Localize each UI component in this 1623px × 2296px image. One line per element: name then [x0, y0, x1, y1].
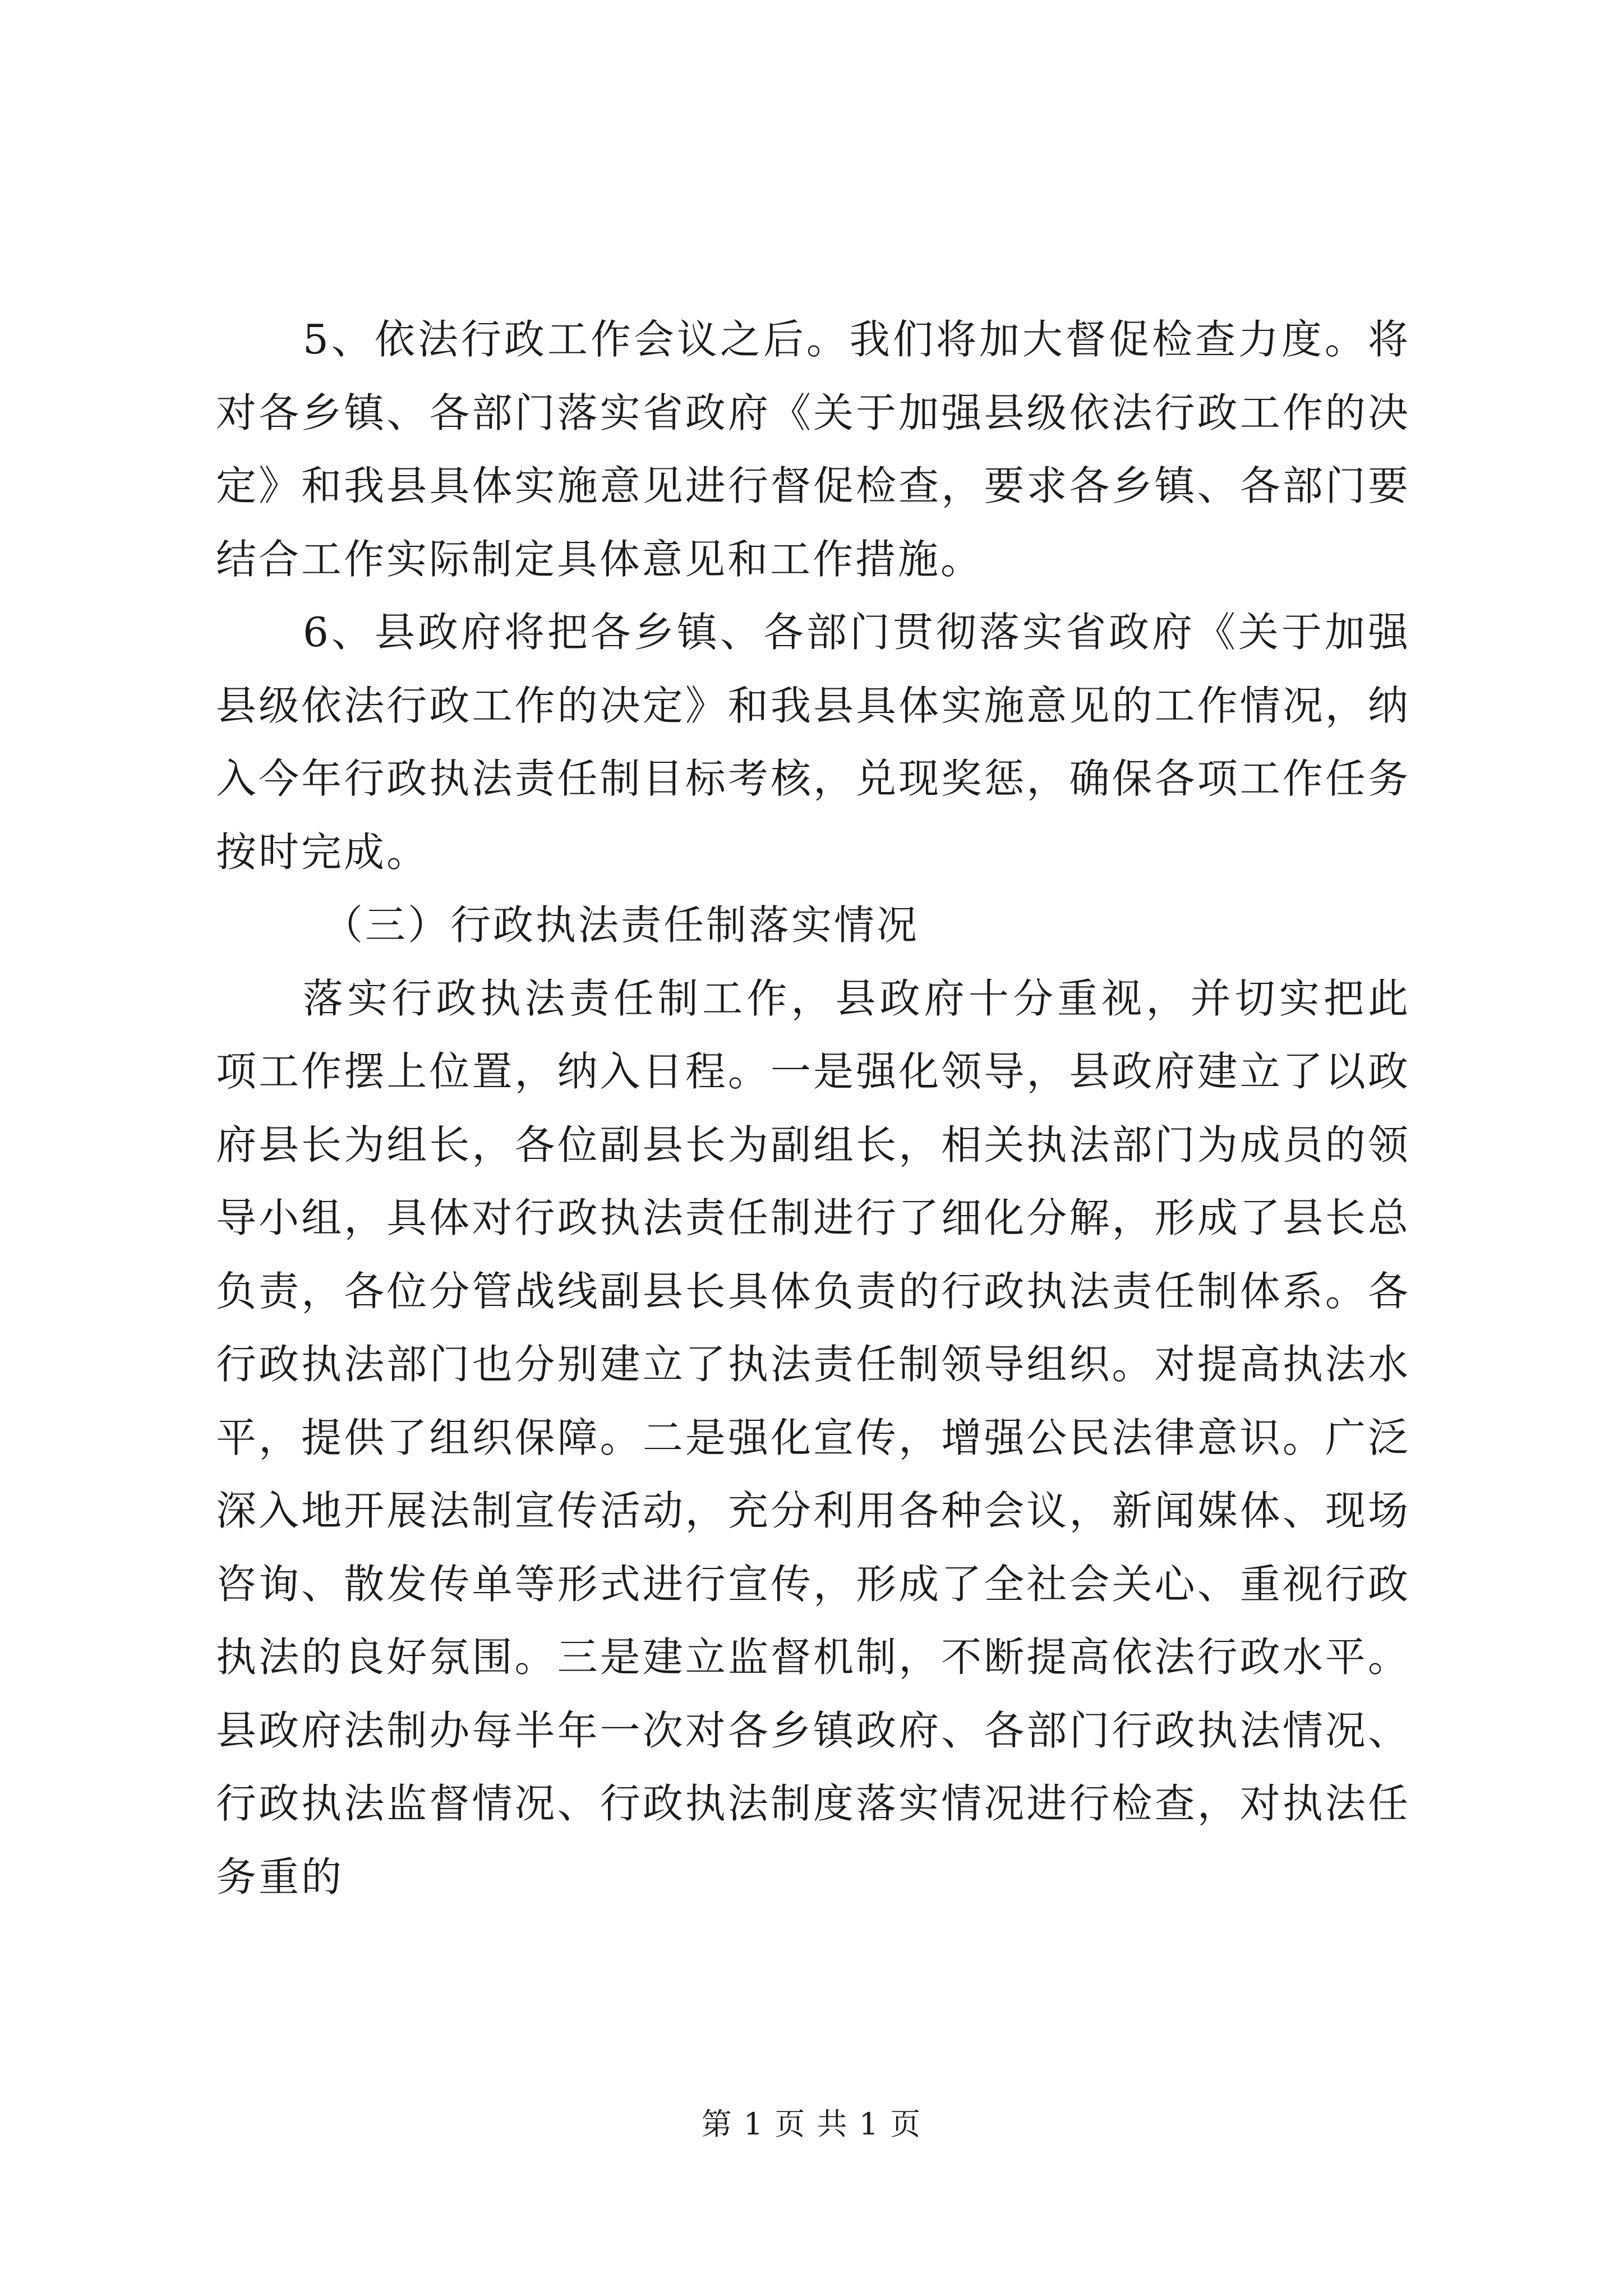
paragraph-item-6: 6、县政府将把各乡镇、各部门贯彻落实省政府《关于加强县级依法行政工作的决定》和我县具体实施意见的工作情况，纳入今年行政执法责任制目标考核，兑现奖惩，确保各项工作任务按时完成。: [216, 609, 1410, 876]
paragraph-body: 落实行政执法责任制工作，县政府十分重视，并切实把此项工作摆上位置，纳入日程。一是强化领导，县政府建立了以政府县长为组长，各位副县长为副组长，相关执法部门为成员的领导小组，具体对行政执法责任制进行了细化分解，形成了县长总负责，各位分管战线副县长具体负责的行政执法责任制体系。各行政执法部门也分别建立了执法责任制领导组织。对提高执法水平，提供了组织保障。二是强化宣传，增强公民法律意识。广泛深入地开展法制宣传活动，充分利用各种会议，新闻媒体、现场咨询、散发传单等形式进行宣传，形成了全社会关心、重视行政执法的良好氛围。三是建立监督机制，不断提高依法行政水平。县政府法制办每半年一次对各乡镇政府、各部门行政执法情况、行政执法监督情况、行政执法制度落实情况进行检查，对执法任务重的: [216, 974, 1410, 1901]
paragraph-item-5: 5、依法行政工作会议之后。我们将加大督促检查力度。将对各乡镇、各部门落实省政府《关于加强县级依法行政工作的决定》和我县具体实施意见进行督促检查，要求各乡镇、各部门要结合工作实际制定具体意见和工作措施。: [216, 316, 1410, 583]
section-heading: （三）行政执法责任制落实情况: [322, 901, 920, 949]
page-footer: 第 1 页 共 1 页: [701, 2106, 922, 2142]
document-body: [216, 303, 1410, 1913]
